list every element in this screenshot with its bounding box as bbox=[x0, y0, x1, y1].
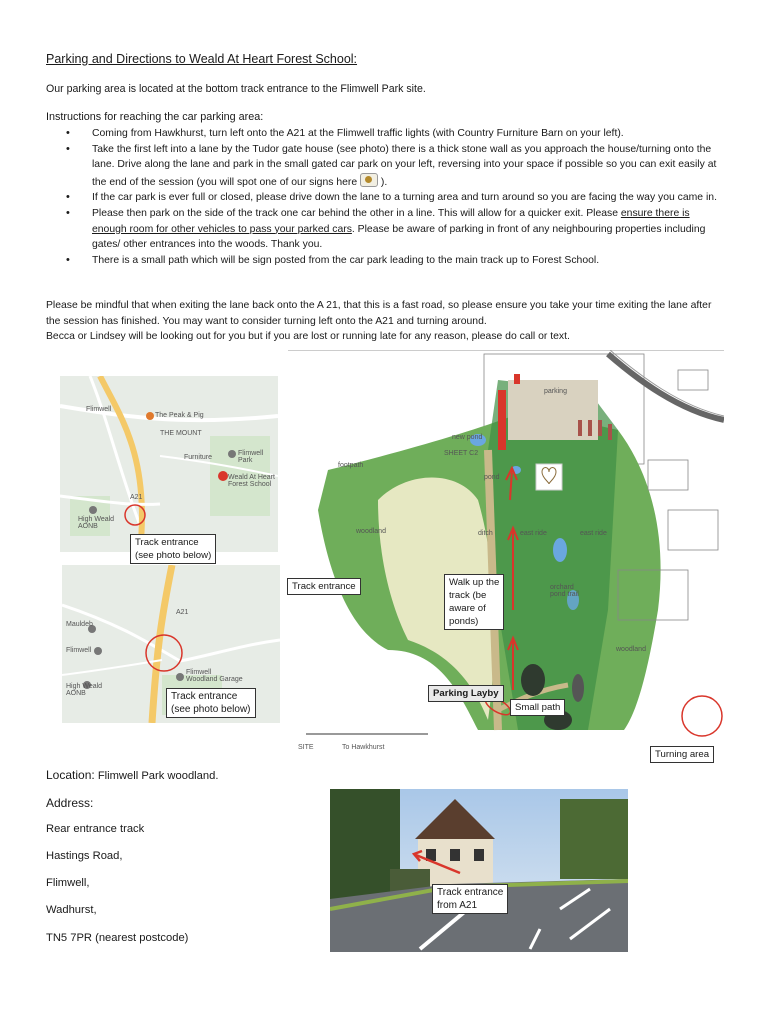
instructions-list bbox=[46, 126, 718, 268]
map-overview-label: Track entrance (see photo below) bbox=[130, 534, 216, 564]
map-place-label: Flimwell bbox=[66, 647, 92, 654]
intro-text: Our parking area is located at the bottom track entrance to the Flimwell Park site. bbox=[46, 83, 426, 95]
site-annotation: footpath bbox=[338, 462, 364, 469]
list-item: • There is a small path which will be sign posted from the car park leading to the main track up to Forest School. bbox=[46, 253, 718, 269]
location-value: Flimwell Park woodland. bbox=[97, 770, 219, 782]
site-label-turning-area: Turning area bbox=[650, 746, 714, 763]
site-annotation: orchard pond trail bbox=[550, 584, 579, 598]
map-place-label: Furniture bbox=[184, 454, 213, 461]
list-item: • Take the first left into a lane by the Tudor gate house (see photo) there is a thick stone wall as you approach the house/turning onto the lane. Drive along the lane and park in the small gated car park on your left, reversing into your space if possible so you can exit easily at the end of the session (you will spot one of our signs here ). bbox=[46, 142, 718, 191]
site-annotation: woodland bbox=[356, 528, 386, 535]
site-label-small-path: Small path bbox=[510, 699, 565, 716]
site-annotation: woodland bbox=[616, 646, 646, 653]
map-place-label: THE MOUNT bbox=[160, 430, 202, 437]
site-annotation: SITE bbox=[298, 744, 314, 751]
map-place-label: High Weald AONB bbox=[78, 516, 115, 530]
site-plan bbox=[288, 350, 724, 760]
location-label: Location: bbox=[46, 768, 95, 782]
map-overview bbox=[60, 376, 278, 552]
map-detail-label: Track entrance (see photo below) bbox=[166, 688, 256, 718]
site-annotation: parking bbox=[544, 388, 567, 395]
site-annotation: pond bbox=[484, 474, 500, 481]
address-line: TN5 7PR (nearest postcode) bbox=[46, 932, 189, 944]
map-place-label: High Weald AONB bbox=[66, 683, 103, 697]
site-plan-graphic bbox=[288, 350, 724, 760]
address-line: Flimwell, bbox=[46, 877, 90, 889]
map-place-label: Mauldeb bbox=[66, 621, 93, 628]
photo-label: Track entrance from A21 bbox=[432, 884, 508, 914]
contact-text: Becca or Lindsey will be looking out for you but if you are lost or running late for any reason, please do call or text. bbox=[46, 331, 570, 343]
map-place-label: The Peak & Pig bbox=[155, 412, 204, 419]
site-annotation: east ride bbox=[580, 530, 607, 537]
site-annotation: To Hawkhurst bbox=[342, 744, 385, 751]
list-item: • Please then park on the side of the track one car behind the other in a line. This will allow for a quicker exit. Please ensure there is enough room for other vehicles to pass your parked cars. Please be aware of parking in front of any neighbouring properties including gates/ other entrances into the woods. Thank you. bbox=[46, 206, 718, 253]
map-place-label: A21 bbox=[130, 494, 143, 501]
list-item: • If the car park is ever full or closed, please drive down the lane to a turning area and turn around so you are facing the way you came in. bbox=[46, 190, 718, 206]
address-line: Wadhurst, bbox=[46, 904, 97, 916]
address-label: Address: bbox=[46, 796, 94, 810]
site-label-track-entrance: Track entrance bbox=[287, 578, 361, 595]
site-label-walk-up: Walk up the track (be aware of ponds) bbox=[444, 574, 504, 630]
address-line: Rear entrance track bbox=[46, 823, 145, 835]
instructions-title: Instructions for reaching the car parking area: bbox=[46, 111, 264, 123]
street-photo bbox=[330, 789, 628, 952]
map-place-label: A21 bbox=[176, 609, 189, 616]
map-place-label: Flimwell Woodland Garage bbox=[186, 669, 243, 683]
site-label-parking-layby: Parking Layby bbox=[428, 685, 504, 702]
site-annotation: east ride bbox=[520, 530, 547, 537]
map-place-label: Flimwell Park bbox=[238, 450, 264, 464]
list-item: • Coming from Hawkhurst, turn left onto the A21 at the Flimwell traffic lights (with Country Furniture Barn on your left). bbox=[46, 126, 718, 142]
forest-school-sign-icon bbox=[360, 173, 378, 187]
mindful-text: Please be mindful that when exiting the lane back onto the A 21, that this is a fast road, so please ensure you take your time exiting the lane after the session has finished. You may want to consider turning left onto the A21 and turning around. Becca or Lindsey will be looking out for you but if you are lost or running late for any reason, please do call or text. bbox=[46, 298, 726, 345]
site-annotation: ditch bbox=[478, 530, 493, 537]
page-title: Parking and Directions to Weald At Heart Forest School: bbox=[46, 52, 358, 66]
site-annotation: SHEET C2 bbox=[444, 450, 479, 457]
site-annotation: new pond bbox=[452, 434, 483, 441]
map-place-label: Flimwell bbox=[86, 406, 112, 413]
street-photo-graphic bbox=[330, 789, 628, 952]
location-line bbox=[46, 768, 218, 782]
map-place-label: Weald At Heart Forest School bbox=[228, 474, 275, 488]
address-line: Hastings Road, bbox=[46, 850, 123, 862]
